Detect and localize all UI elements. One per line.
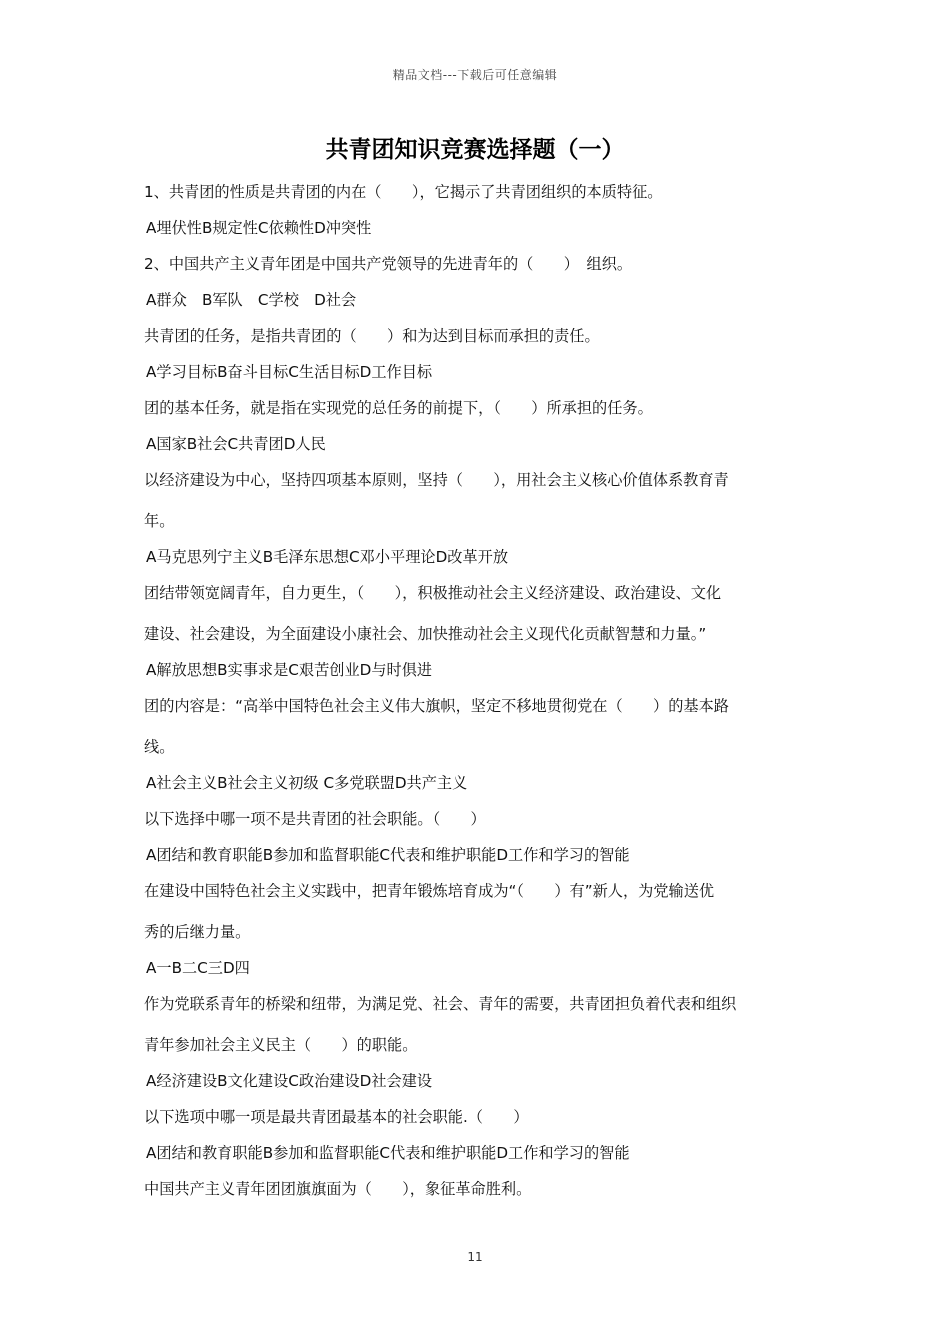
question-text-line: 团的基本任务，就是指在实现党的总任务的前提下，（ ）所承担的任务。 [144,399,653,417]
question-text-line: 团结带领宽阔青年，自力更生，（ ），积极推动社会主义经济建设、政治建设、文化 [144,584,722,602]
question-text-line: 共青团的任务，是指共青团的（ ）和为达到目标而承担的责任。 [144,327,600,345]
answer-options-line: A马克思列宁主义B毛泽东思想C邓小平理论D改革开放 [146,548,509,566]
answer-options-line: A社会主义B社会主义初级 C多党联盟D共产主义 [146,774,468,792]
question-text-line: 以下选择中哪一项不是共青团的社会职能。（ ） [144,810,486,828]
question-text-line: 建设、社会建设，为全面建设小康社会、加快推动社会主义现代化贡献智慧和力量。” [144,625,707,643]
page-header: 精品文档---下载后可任意编辑 [392,68,558,82]
question-text-line: 2、中国共产主义青年团是中国共产党领导的先进青年的（ ） 组织。 [144,255,633,273]
document-body [144,174,810,1207]
question-text-line: 以经济建设为中心，坚持四项基本原则，坚持（ ），用社会主义核心价值体系教育青 [144,471,729,489]
question-text-line: 秀的后继力量。 [144,923,251,941]
question-text-line: 团的内容是：“高举中国特色社会主义伟大旗帜，坚定不移地贯彻党在（ ）的基本路 [144,697,729,715]
question-text-line: 作为党联系青年的桥梁和纽带，为满足党、社会、青年的需要，共青团担负着代表和组织 [144,995,737,1013]
question-text-line: 线。 [144,738,175,756]
answer-options-line: A埋伏性B规定性C依赖性D冲突性 [146,219,372,237]
document-title: 共青团知识竞赛选择题（一） [325,136,625,163]
answer-options-line: A团结和教育职能B参加和监督职能C代表和维护职能D工作和学习的智能 [146,846,630,864]
question-text-line: 青年参加社会主义民主（ ）的职能。 [144,1036,418,1054]
answer-options-line: A团结和教育职能B参加和监督职能C代表和维护职能D工作和学习的智能 [146,1144,630,1162]
question-text-line: 1、共青团的性质是共青团的内在（ ），它揭示了共青团组织的本质特征。 [144,183,663,201]
answer-options-line: A解放思想B实事求是C艰苦创业D与时俱进 [146,661,433,679]
answer-options-line: A学习目标B奋斗目标C生活目标D工作目标 [146,363,433,381]
answer-options-line: A经济建设B文化建设C政治建设D社会建设 [146,1072,433,1090]
question-text-line: 中国共产主义青年团团旗旗面为（ ），象征革命胜利。 [144,1180,532,1198]
question-text-line: 在建设中国特色社会主义实践中，把青年锻炼培育成为“（ ）有”新人，为党输送优 [144,882,715,900]
page-number: 11 [467,1250,483,1264]
answer-options-line: A一B二C三D四 [146,959,250,977]
question-text-line: 年。 [144,512,175,530]
answer-options-line: A群众 B军队 C学校 D社会 [146,291,357,309]
question-text-line: 以下选项中哪一项是最共青团最基本的社会职能.（ ） [144,1108,529,1126]
answer-options-line: A国家B社会C共青团D人民 [146,435,326,453]
